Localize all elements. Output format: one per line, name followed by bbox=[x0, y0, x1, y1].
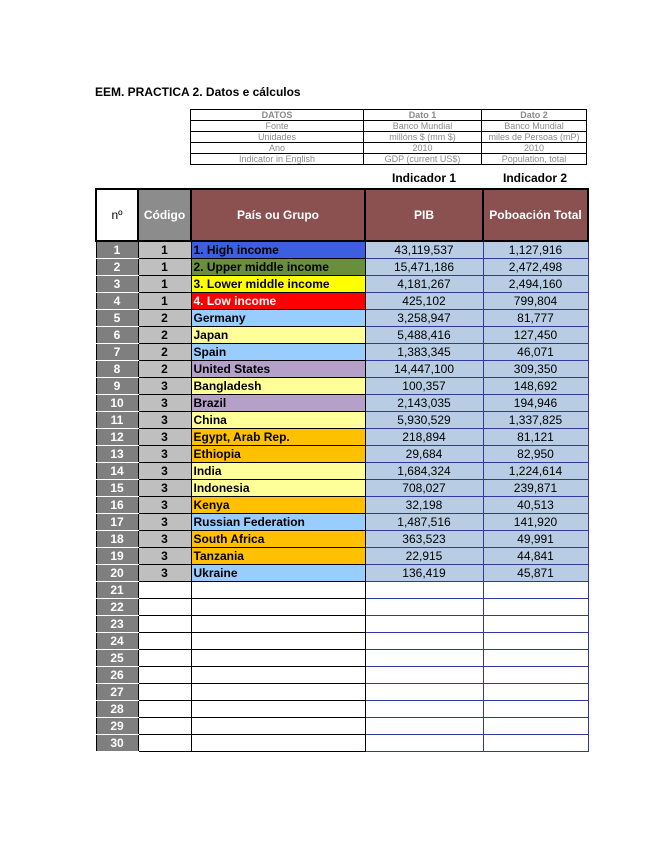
pais-cell[interactable] bbox=[191, 633, 365, 650]
metadata-cell-d2[interactable]: miles de Persoas (mP) bbox=[482, 132, 587, 143]
row-number: 24 bbox=[96, 633, 138, 650]
codigo-cell[interactable]: 3 bbox=[138, 514, 191, 531]
header-poboacion[interactable]: Poboación Total bbox=[483, 189, 588, 241]
pais-cell[interactable]: Brazil bbox=[191, 395, 365, 412]
metadata-cell-d2[interactable]: 2010 bbox=[482, 143, 587, 154]
pib-cell[interactable] bbox=[365, 616, 483, 633]
header-pib[interactable]: PIB bbox=[365, 189, 483, 241]
poboacion-cell[interactable]: 82,950 bbox=[483, 446, 588, 463]
row-number: 22 bbox=[96, 599, 138, 616]
row-number: 26 bbox=[96, 667, 138, 684]
poboacion-cell[interactable] bbox=[483, 684, 588, 701]
codigo-cell[interactable] bbox=[138, 718, 191, 735]
row-number: 18 bbox=[96, 531, 138, 548]
codigo-cell[interactable] bbox=[138, 701, 191, 718]
codigo-cell[interactable]: 3 bbox=[138, 395, 191, 412]
pais-cell[interactable]: Kenya bbox=[191, 497, 365, 514]
metadata-table bbox=[190, 109, 587, 165]
poboacion-cell[interactable]: 1,127,916 bbox=[483, 241, 588, 259]
table-row bbox=[96, 718, 588, 735]
row-number: 28 bbox=[96, 701, 138, 718]
table-row bbox=[96, 412, 588, 429]
poboacion-cell[interactable]: 148,692 bbox=[483, 378, 588, 395]
metadata-cell-d2[interactable]: Population, total bbox=[482, 154, 587, 165]
codigo-cell[interactable]: 1 bbox=[138, 259, 191, 276]
metadata-row bbox=[191, 143, 587, 154]
poboacion-cell[interactable] bbox=[483, 667, 588, 684]
poboacion-cell[interactable]: 1,224,614 bbox=[483, 463, 588, 480]
pais-cell[interactable] bbox=[191, 582, 365, 599]
pib-cell[interactable]: 363,523 bbox=[365, 531, 483, 548]
pib-cell[interactable] bbox=[365, 701, 483, 718]
row-number: 8 bbox=[96, 361, 138, 378]
poboacion-cell[interactable]: 81,777 bbox=[483, 310, 588, 327]
row-number: 3 bbox=[96, 276, 138, 293]
table-row bbox=[96, 548, 588, 565]
pais-cell[interactable]: Egypt, Arab Rep. bbox=[191, 429, 365, 446]
pib-cell[interactable]: 14,447,100 bbox=[365, 361, 483, 378]
poboacion-cell[interactable] bbox=[483, 599, 588, 616]
page-title: EEM. PRACTICA 2. Datos e cálculos bbox=[95, 85, 301, 99]
pais-cell[interactable]: China bbox=[191, 412, 365, 429]
codigo-cell[interactable] bbox=[138, 582, 191, 599]
pais-cell[interactable]: Ukraine bbox=[191, 565, 365, 582]
pib-cell[interactable]: 218,894 bbox=[365, 429, 483, 446]
metadata-row bbox=[191, 132, 587, 143]
metadata-cell-d1[interactable]: Banco Mundial bbox=[364, 121, 482, 132]
pib-cell[interactable]: 15,471,186 bbox=[365, 259, 483, 276]
poboacion-cell[interactable]: 194,946 bbox=[483, 395, 588, 412]
table-row bbox=[96, 633, 588, 650]
pais-cell[interactable]: South Africa bbox=[191, 531, 365, 548]
row-number: 25 bbox=[96, 650, 138, 667]
table-row bbox=[96, 378, 588, 395]
pib-cell[interactable]: 1,383,345 bbox=[365, 344, 483, 361]
codigo-cell[interactable] bbox=[138, 616, 191, 633]
poboacion-cell[interactable]: 1,337,825 bbox=[483, 412, 588, 429]
codigo-cell[interactable] bbox=[138, 599, 191, 616]
codigo-cell[interactable]: 3 bbox=[138, 497, 191, 514]
table-row bbox=[96, 429, 588, 446]
indicator-1-label: Indicador 1 bbox=[391, 171, 456, 185]
pib-cell[interactable] bbox=[365, 650, 483, 667]
pais-cell[interactable]: Japan bbox=[191, 327, 365, 344]
poboacion-cell[interactable]: 40,513 bbox=[483, 497, 588, 514]
pib-cell[interactable] bbox=[365, 718, 483, 735]
pais-cell[interactable]: Germany bbox=[191, 310, 365, 327]
poboacion-cell[interactable] bbox=[483, 701, 588, 718]
poboacion-cell[interactable]: 799,804 bbox=[483, 293, 588, 310]
pais-cell[interactable]: 4. Low income bbox=[191, 293, 365, 310]
row-number: 1 bbox=[96, 241, 138, 259]
pais-cell[interactable]: 3. Lower middle income bbox=[191, 276, 365, 293]
poboacion-cell[interactable]: 44,841 bbox=[483, 548, 588, 565]
table-row bbox=[96, 650, 588, 667]
metadata-cell-d1[interactable]: Dato 1 bbox=[364, 110, 482, 121]
table-row bbox=[96, 446, 588, 463]
row-number: 30 bbox=[96, 735, 138, 752]
codigo-cell[interactable]: 2 bbox=[138, 361, 191, 378]
table-row bbox=[96, 310, 588, 327]
poboacion-cell[interactable]: 239,871 bbox=[483, 480, 588, 497]
metadata-cell-label[interactable]: Ano bbox=[191, 143, 364, 154]
poboacion-cell[interactable] bbox=[483, 582, 588, 599]
poboacion-cell[interactable] bbox=[483, 650, 588, 667]
poboacion-cell[interactable] bbox=[483, 633, 588, 650]
pais-cell[interactable] bbox=[191, 599, 365, 616]
pib-cell[interactable] bbox=[365, 667, 483, 684]
data-table bbox=[95, 188, 589, 752]
header-n[interactable]: nº bbox=[96, 189, 138, 241]
table-row bbox=[96, 497, 588, 514]
row-number: 19 bbox=[96, 548, 138, 565]
table-row bbox=[96, 395, 588, 412]
pais-cell[interactable]: Tanzania bbox=[191, 548, 365, 565]
pib-cell[interactable]: 5,930,529 bbox=[365, 412, 483, 429]
row-number: 20 bbox=[96, 565, 138, 582]
pais-cell[interactable]: 1. High income bbox=[191, 241, 365, 259]
codigo-cell[interactable] bbox=[138, 633, 191, 650]
poboacion-cell[interactable] bbox=[483, 718, 588, 735]
codigo-cell[interactable] bbox=[138, 684, 191, 701]
table-row bbox=[96, 616, 588, 633]
pib-cell[interactable]: 43,119,537 bbox=[365, 241, 483, 259]
pais-cell[interactable]: Bangladesh bbox=[191, 378, 365, 395]
codigo-cell[interactable]: 2 bbox=[138, 344, 191, 361]
pais-cell[interactable] bbox=[191, 650, 365, 667]
table-row bbox=[96, 293, 588, 310]
table-row bbox=[96, 480, 588, 497]
metadata-cell-d1[interactable]: GDP (current US$) bbox=[364, 154, 482, 165]
metadata-row bbox=[191, 154, 587, 165]
table-row bbox=[96, 667, 588, 684]
row-number: 11 bbox=[96, 412, 138, 429]
poboacion-cell[interactable]: 2,494,160 bbox=[483, 276, 588, 293]
pais-cell[interactable]: Russian Federation bbox=[191, 514, 365, 531]
pib-cell[interactable]: 708,027 bbox=[365, 480, 483, 497]
codigo-cell[interactable]: 3 bbox=[138, 531, 191, 548]
row-number: 13 bbox=[96, 446, 138, 463]
table-row bbox=[96, 344, 588, 361]
pais-cell[interactable]: Ethiopia bbox=[191, 446, 365, 463]
row-number: 23 bbox=[96, 616, 138, 633]
codigo-cell[interactable]: 3 bbox=[138, 565, 191, 582]
metadata-cell-label[interactable]: DATOS bbox=[191, 110, 364, 121]
pib-cell[interactable]: 3,258,947 bbox=[365, 310, 483, 327]
table-row bbox=[96, 463, 588, 480]
pais-cell[interactable]: India bbox=[191, 463, 365, 480]
table-row bbox=[96, 327, 588, 344]
metadata-cell-d1[interactable]: millóns $ (mm $) bbox=[364, 132, 482, 143]
row-number: 5 bbox=[96, 310, 138, 327]
metadata-cell-d2[interactable]: Dato 2 bbox=[482, 110, 587, 121]
row-number: 15 bbox=[96, 480, 138, 497]
pib-cell[interactable]: 425,102 bbox=[365, 293, 483, 310]
row-number: 21 bbox=[96, 582, 138, 599]
header-pais[interactable]: País ou Grupo bbox=[191, 189, 365, 241]
codigo-cell[interactable]: 2 bbox=[138, 310, 191, 327]
row-number: 12 bbox=[96, 429, 138, 446]
header-codigo[interactable]: Código bbox=[138, 189, 191, 241]
pais-cell[interactable] bbox=[191, 667, 365, 684]
pib-cell[interactable]: 2,143,035 bbox=[365, 395, 483, 412]
metadata-cell-label[interactable]: Indicator in English bbox=[191, 154, 364, 165]
row-number: 6 bbox=[96, 327, 138, 344]
pais-cell[interactable] bbox=[191, 701, 365, 718]
pais-cell[interactable] bbox=[191, 616, 365, 633]
codigo-cell[interactable]: 3 bbox=[138, 480, 191, 497]
poboacion-cell[interactable] bbox=[483, 735, 588, 752]
codigo-cell[interactable]: 3 bbox=[138, 446, 191, 463]
pib-cell[interactable]: 136,419 bbox=[365, 565, 483, 582]
codigo-cell[interactable] bbox=[138, 735, 191, 752]
table-row bbox=[96, 599, 588, 616]
metadata-row bbox=[191, 110, 587, 121]
pais-cell[interactable]: 2. Upper middle income bbox=[191, 259, 365, 276]
codigo-cell[interactable]: 3 bbox=[138, 378, 191, 395]
row-number: 16 bbox=[96, 497, 138, 514]
pib-cell[interactable]: 4,181,267 bbox=[365, 276, 483, 293]
codigo-cell[interactable]: 3 bbox=[138, 412, 191, 429]
codigo-cell[interactable]: 1 bbox=[138, 241, 191, 259]
pib-cell[interactable]: 5,488,416 bbox=[365, 327, 483, 344]
codigo-cell[interactable] bbox=[138, 650, 191, 667]
metadata-cell-label[interactable]: Unidades bbox=[191, 132, 364, 143]
table-row bbox=[96, 361, 588, 378]
pib-cell[interactable] bbox=[365, 684, 483, 701]
codigo-cell[interactable]: 3 bbox=[138, 463, 191, 480]
table-row bbox=[96, 684, 588, 701]
table-row bbox=[96, 276, 588, 293]
pib-cell[interactable] bbox=[365, 582, 483, 599]
codigo-cell[interactable]: 1 bbox=[138, 276, 191, 293]
metadata-row bbox=[191, 121, 587, 132]
poboacion-cell[interactable]: 46,071 bbox=[483, 344, 588, 361]
pib-cell[interactable] bbox=[365, 633, 483, 650]
codigo-cell[interactable]: 2 bbox=[138, 327, 191, 344]
pais-cell[interactable] bbox=[191, 718, 365, 735]
codigo-cell[interactable] bbox=[138, 667, 191, 684]
poboacion-cell[interactable]: 2,472,498 bbox=[483, 259, 588, 276]
row-number: 17 bbox=[96, 514, 138, 531]
poboacion-cell[interactable]: 81,121 bbox=[483, 429, 588, 446]
poboacion-cell[interactable]: 127,450 bbox=[483, 327, 588, 344]
pais-cell[interactable]: United States bbox=[191, 361, 365, 378]
pais-cell[interactable] bbox=[191, 735, 365, 752]
table-row bbox=[96, 582, 588, 599]
pais-cell[interactable]: Spain bbox=[191, 344, 365, 361]
poboacion-cell[interactable] bbox=[483, 616, 588, 633]
poboacion-cell[interactable]: 309,350 bbox=[483, 361, 588, 378]
row-number: 9 bbox=[96, 378, 138, 395]
row-number: 14 bbox=[96, 463, 138, 480]
pib-cell[interactable] bbox=[365, 599, 483, 616]
table-row bbox=[96, 565, 588, 582]
pais-cell[interactable] bbox=[191, 684, 365, 701]
metadata-cell-d1[interactable]: 2010 bbox=[364, 143, 482, 154]
table-row bbox=[96, 701, 588, 718]
table-header-row bbox=[96, 189, 588, 241]
row-number: 2 bbox=[96, 259, 138, 276]
pib-cell[interactable]: 22,915 bbox=[365, 548, 483, 565]
row-number: 10 bbox=[96, 395, 138, 412]
poboacion-cell[interactable]: 141,920 bbox=[483, 514, 588, 531]
row-number: 27 bbox=[96, 684, 138, 701]
pib-cell[interactable] bbox=[365, 735, 483, 752]
metadata-cell-d2[interactable]: Banco Mundial bbox=[482, 121, 587, 132]
table-row bbox=[96, 514, 588, 531]
pib-cell[interactable]: 1,487,516 bbox=[365, 514, 483, 531]
row-number: 7 bbox=[96, 344, 138, 361]
codigo-cell[interactable]: 1 bbox=[138, 293, 191, 310]
pib-cell[interactable]: 32,198 bbox=[365, 497, 483, 514]
table-row bbox=[96, 259, 588, 276]
table-row bbox=[96, 531, 588, 548]
pib-cell[interactable]: 1,684,324 bbox=[365, 463, 483, 480]
metadata-cell-label[interactable]: Fonte bbox=[191, 121, 364, 132]
row-number: 29 bbox=[96, 718, 138, 735]
codigo-cell[interactable]: 3 bbox=[138, 548, 191, 565]
pib-cell[interactable]: 29,684 bbox=[365, 446, 483, 463]
row-number: 4 bbox=[96, 293, 138, 310]
table-row bbox=[96, 735, 588, 752]
poboacion-cell[interactable]: 45,871 bbox=[483, 565, 588, 582]
pib-cell[interactable]: 100,357 bbox=[365, 378, 483, 395]
poboacion-cell[interactable]: 49,991 bbox=[483, 531, 588, 548]
table-row bbox=[96, 241, 588, 259]
codigo-cell[interactable]: 3 bbox=[138, 429, 191, 446]
pais-cell[interactable]: Indonesia bbox=[191, 480, 365, 497]
indicator-2-label: Indicador 2 bbox=[502, 171, 567, 185]
